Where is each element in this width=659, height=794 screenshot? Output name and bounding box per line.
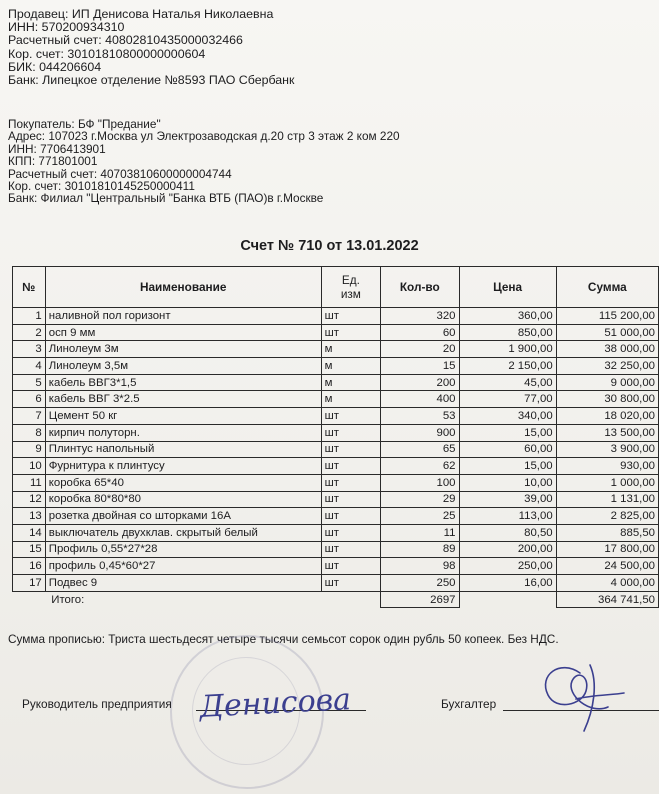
row-sum: 3 900,00 — [556, 441, 658, 458]
row-unit: шт — [321, 541, 380, 558]
seller-details — [8, 8, 294, 87]
buyer-account: Расчетный счет: 40703810600000004744 — [8, 166, 232, 181]
col-header-num: № — [13, 267, 46, 308]
accountant-signature-label: Бухгалтер — [441, 697, 497, 711]
row-num: 6 — [13, 391, 46, 408]
table-row — [13, 541, 659, 558]
row-num: 8 — [13, 424, 46, 441]
row-name: розетка двойная со шторками 16А — [45, 508, 321, 525]
row-num: 11 — [13, 474, 46, 491]
row-price: 10,00 — [459, 474, 556, 491]
row-qty: 320 — [381, 308, 459, 325]
row-num: 17 — [13, 575, 46, 592]
total-blank-price — [459, 591, 556, 608]
row-unit: м — [321, 341, 380, 358]
total-blank — [13, 591, 46, 608]
row-price: 360,00 — [459, 308, 556, 325]
accountant-signature-stroke — [546, 665, 624, 731]
seller-corr-account: Кор. счет: 30101810800000000604 — [8, 46, 206, 61]
col-header-unit-line1: Ед. — [341, 273, 360, 287]
buyer-name: Покупатель: БФ "Предание" — [8, 117, 161, 131]
row-qty: 62 — [381, 458, 459, 475]
table-row — [13, 558, 659, 575]
table-row — [13, 458, 659, 475]
row-name: Линолеум 3,5м — [45, 358, 321, 375]
row-qty: 400 — [381, 391, 459, 408]
row-qty: 100 — [381, 474, 459, 491]
col-header-sum: Сумма — [556, 267, 658, 308]
row-unit: шт — [321, 458, 380, 475]
row-name: выключатель двухклав. скрытый белый — [45, 524, 321, 541]
invoice-title: Счет № 710 от 13.01.2022 — [240, 238, 419, 254]
table-row — [13, 391, 659, 408]
row-num: 15 — [13, 541, 46, 558]
row-num: 12 — [13, 491, 46, 508]
row-num: 9 — [13, 441, 46, 458]
row-qty: 65 — [381, 441, 459, 458]
row-sum: 32 250,00 — [556, 358, 658, 375]
accountant-signature — [520, 655, 630, 735]
total-row — [13, 591, 659, 608]
row-price: 16,00 — [459, 575, 556, 592]
row-num: 1 — [13, 308, 46, 325]
table-row — [13, 324, 659, 341]
row-sum: 18 020,00 — [556, 408, 658, 425]
head-signature — [196, 672, 386, 732]
row-name: кабель ВВГ 3*2.5 — [45, 391, 321, 408]
table-row — [13, 374, 659, 391]
table-row — [13, 441, 659, 458]
table-row — [13, 575, 659, 592]
row-price: 250,00 — [459, 558, 556, 575]
buyer-kpp: КПП: 771801001 — [8, 154, 98, 169]
row-qty: 20 — [381, 341, 459, 358]
row-sum: 115 200,00 — [556, 308, 658, 325]
seller-inn: ИНН: 570200934310 — [8, 20, 125, 35]
row-price: 850,00 — [459, 324, 556, 341]
row-sum: 2 825,00 — [556, 508, 658, 525]
buyer-inn: ИНН: 7706413901 — [8, 141, 106, 156]
row-name: осп 9 мм — [45, 324, 321, 341]
row-qty: 15 — [381, 358, 459, 375]
table-row — [13, 474, 659, 491]
row-name: кирпич полуторн. — [45, 424, 321, 441]
row-sum: 51 000,00 — [556, 324, 658, 341]
total-label: Итого: — [51, 593, 85, 606]
row-sum: 17 800,00 — [556, 541, 658, 558]
row-unit: шт — [321, 491, 380, 508]
row-qty: 200 — [381, 374, 459, 391]
row-price: 77,00 — [459, 391, 556, 408]
table-row — [13, 424, 659, 441]
total-blank-unit — [321, 591, 380, 608]
row-price: 113,00 — [459, 508, 556, 525]
table-row — [13, 358, 659, 375]
col-header-name: Наименование — [45, 267, 321, 308]
row-num: 5 — [13, 374, 46, 391]
row-sum: 24 500,00 — [556, 558, 658, 575]
row-name: наливной пол горизонт — [45, 308, 321, 325]
table-row — [13, 524, 659, 541]
buyer-corr-account: Кор. счет: 30101810145250000411 — [8, 179, 195, 194]
table-row — [13, 491, 659, 508]
row-name: Плинтус напольный — [45, 441, 321, 458]
row-name: коробка 65*40 — [45, 474, 321, 491]
row-qty: 89 — [381, 541, 459, 558]
row-num: 14 — [13, 524, 46, 541]
row-unit: шт — [321, 441, 380, 458]
row-sum: 1 000,00 — [556, 474, 658, 491]
col-header-qty: Кол-во — [381, 267, 459, 308]
row-unit: шт — [321, 408, 380, 425]
table-row — [13, 341, 659, 358]
row-unit: шт — [321, 308, 380, 325]
row-price: 200,00 — [459, 541, 556, 558]
row-num: 4 — [13, 358, 46, 375]
col-header-unit-line2: изм — [340, 287, 361, 301]
items-table — [12, 266, 659, 608]
row-qty: 900 — [381, 424, 459, 441]
row-num: 3 — [13, 341, 46, 358]
row-sum: 1 131,00 — [556, 491, 658, 508]
row-sum: 30 800,00 — [556, 391, 658, 408]
head-signature-label: Руководитель предприятия — [22, 697, 172, 711]
row-unit: шт — [321, 558, 380, 575]
row-qty: 250 — [381, 575, 459, 592]
buyer-address: Адрес: 107023 г.Москва ул Электрозаводская д.20 стр 3 этаж 2 ком 220 — [8, 129, 400, 144]
row-sum: 9 000,00 — [556, 374, 658, 391]
row-qty: 11 — [381, 524, 459, 541]
seller-bank: Банк: Липецкое отделение №8593 ПАО Сбербанк — [8, 73, 295, 88]
buyer-bank: Банк: Филиал "Центральный "Банка ВТБ (ПАО)в г.Москве — [8, 191, 324, 206]
row-price: 1 900,00 — [459, 341, 556, 358]
seller-name: Продавец: ИП Денисова Наталья Николаевна — [8, 7, 274, 21]
row-price: 15,00 — [459, 424, 556, 441]
seller-bik: БИК: 044206604 — [8, 59, 102, 74]
col-header-unit — [321, 267, 380, 308]
row-qty: 29 — [381, 491, 459, 508]
total-sum: 364 741,50 — [556, 591, 658, 608]
row-num: 7 — [13, 408, 46, 425]
row-num: 16 — [13, 558, 46, 575]
row-name: профиль 0,45*60*27 — [45, 558, 321, 575]
row-sum: 38 000,00 — [556, 341, 658, 358]
row-qty: 25 — [381, 508, 459, 525]
row-name: кабель ВВГ3*1,5 — [45, 374, 321, 391]
row-price: 45,00 — [459, 374, 556, 391]
row-price: 39,00 — [459, 491, 556, 508]
total-qty: 2697 — [381, 591, 459, 608]
row-price: 2 150,00 — [459, 358, 556, 375]
row-qty: 53 — [381, 408, 459, 425]
row-sum: 885,50 — [556, 524, 658, 541]
table-row — [13, 408, 659, 425]
row-price: 15,00 — [459, 458, 556, 475]
row-qty: 60 — [381, 324, 459, 341]
amount-in-words: Сумма прописью: Триста шестьдесят четыре тысячи семьсот сорок один рубль 50 копеек. Без НДС. — [8, 632, 559, 646]
row-num: 10 — [13, 458, 46, 475]
row-name: Линолеум 3м — [45, 341, 321, 358]
table-row — [13, 508, 659, 525]
row-qty: 98 — [381, 558, 459, 575]
head-signature-text: Денисова — [198, 682, 352, 725]
col-header-price: Цена — [459, 267, 556, 308]
row-price: 340,00 — [459, 408, 556, 425]
row-price: 60,00 — [459, 441, 556, 458]
row-name: Фурнитура к плинтусу — [45, 458, 321, 475]
row-price: 80,50 — [459, 524, 556, 541]
row-name: Профиль 0,55*27*28 — [45, 541, 321, 558]
row-name: коробка 80*80*80 — [45, 491, 321, 508]
row-unit: м — [321, 358, 380, 375]
row-num: 13 — [13, 508, 46, 525]
row-name: Цемент 50 кг — [45, 408, 321, 425]
row-unit: шт — [321, 424, 380, 441]
row-unit: шт — [321, 508, 380, 525]
buyer-details — [8, 118, 400, 205]
row-unit: м — [321, 374, 380, 391]
seller-account: Расчетный счет: 40802810435000032466 — [8, 33, 243, 48]
table-header-row — [13, 267, 659, 308]
row-sum: 13 500,00 — [556, 424, 658, 441]
row-unit: шт — [321, 324, 380, 341]
row-unit: шт — [321, 575, 380, 592]
row-unit: шт — [321, 474, 380, 491]
row-num: 2 — [13, 324, 46, 341]
row-sum: 4 000,00 — [556, 575, 658, 592]
row-unit: м — [321, 391, 380, 408]
table-row — [13, 308, 659, 325]
row-name: Подвес 9 — [45, 575, 321, 592]
row-unit: шт — [321, 524, 380, 541]
row-sum: 930,00 — [556, 458, 658, 475]
